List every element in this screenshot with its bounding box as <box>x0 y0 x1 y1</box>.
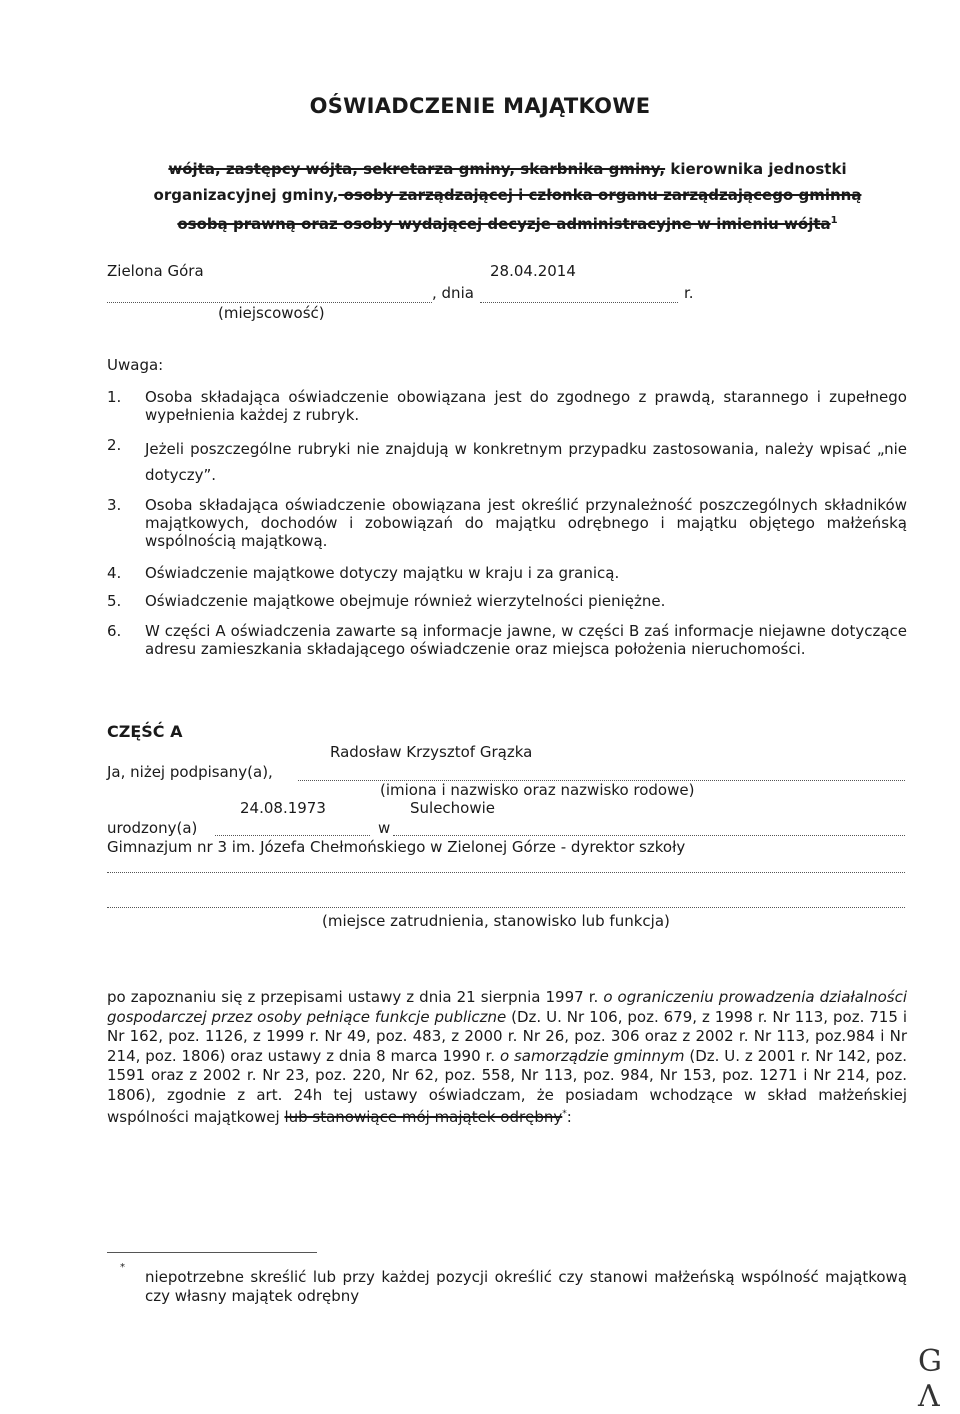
birth-place: Sulechowie <box>410 799 496 817</box>
place-dotted-line <box>107 302 432 303</box>
date-dotted-line <box>480 302 678 303</box>
footnote-rule <box>107 1252 317 1253</box>
item-1-num: 1. <box>107 388 122 406</box>
para-end: : <box>566 1108 572 1126</box>
birth-date: 24.08.1973 <box>240 799 326 817</box>
footnote-marker: * <box>120 1262 125 1273</box>
place-caption: (miejscowość) <box>218 304 325 322</box>
para-part-1: po zapoznaniu się z przepisami ustawy z dnia 21 sierpnia 1997 r. <box>107 988 604 1006</box>
item-6-text: W części A oświadczenia zawarte są informacje jawne, w części B zaś informacje niejawne dotyczące adresu zamieszkania składającego oświadczenie oraz miejsca położenia nieruchomości. <box>145 622 907 658</box>
para-italic-2: o samorządzie gminnym <box>499 1046 685 1065</box>
footnote-ref-1: 1 <box>830 215 838 226</box>
place-value: Zielona Góra <box>107 262 204 280</box>
employment-dotted-line-2 <box>107 907 905 908</box>
date-value: 28.04.2014 <box>490 262 576 280</box>
legal-basis-paragraph <box>107 988 907 1128</box>
employment-value: Gimnazjum nr 3 im. Józefa Chełmońskiego w Zielonej Górze - dyrektor szkoły <box>107 838 686 856</box>
header-kept-2: organizacyjnej gminy, <box>153 186 339 204</box>
item-6-num: 6. <box>107 622 122 640</box>
item-3-num: 3. <box>107 496 122 514</box>
employment-caption: (miejsce zatrudnienia, stanowisko lub funkcja) <box>322 912 670 930</box>
item-4-num: 4. <box>107 564 122 582</box>
item-4-text: Oświadczenie majątkowe dotyczy majątku w kraju i za granicą. <box>145 564 620 582</box>
header-struck-1: wójta, zastępcy wójta, sekretarza gminy, skarbnika gminy, <box>168 160 666 178</box>
footnote-ref-star: * <box>562 1109 567 1119</box>
item-2-text: Jeżeli poszczególne rubryki nie znajdują w konkretnym przypadku zastosowania, należy wpisać „nie dotyczy”. <box>145 440 907 484</box>
corner-handwritten-mark: G Λ <box>918 1344 945 1414</box>
para-italic-1: o ograniczeniu prowadzenia działalności gospodarczej przez osoby pełniące funkcje publiczne <box>107 988 907 1026</box>
item-5-num: 5. <box>107 592 122 610</box>
header-kept-1: kierownika jednostki <box>665 160 847 178</box>
para-part-2: (Dz. U. Nr 106, poz. 679, z 1998 r. Nr 113, poz. 715 i Nr 162, poz. 1126, z 1999 r. Nr 49, poz. 483, z 2000 r. Nr 26, poz. 306 oraz z 2002 r. Nr 113, poz.984 i Nr 214, poz. 1806) oraz ustawy z dnia 8 marca 1990 r. <box>107 1007 907 1065</box>
item-3-text: Osoba składająca oświadczenie obowiązana jest określić przynależność poszczególnych składników majątkowych, dochodów i zobowiązań do majątku odrębnego i majątku objętego małżeńską wspólnością majątkową. <box>145 496 907 550</box>
header-line-3 <box>105 210 910 235</box>
part-a-heading: CZĘŚĆ A <box>107 722 183 741</box>
footnote-text: niepotrzebne skreślić lub przy każdej pozycji określić czy stanowi małżeńską wspólność majątkową czy własny majątek odrębny <box>145 1268 907 1305</box>
dnia-label: , dnia <box>432 284 474 302</box>
header-line-1 <box>105 158 910 180</box>
header-struck-2: osoby zarządzającej i członka organu zarządzającego gminną <box>338 186 862 204</box>
birth-place-dotted-line <box>393 835 905 836</box>
ja-label: Ja, niżej podpisany(a), <box>107 763 273 781</box>
item-2-num: 2. <box>107 436 122 454</box>
document-title: OŚWIADCZENIE MAJĄTKOWE <box>309 94 651 118</box>
header-struck-3: osobą prawną oraz osoby wydającej decyzje administracyjne w imieniu wójta <box>177 215 831 233</box>
born-label: urodzony(a) <box>107 819 198 837</box>
item-1-text: Osoba składająca oświadczenie obowiązana jest do zgodnego z prawdą, starannego i zupełnego wypełnienia każdej z rubryk. <box>145 388 907 424</box>
para-part-3: (Dz. U. z 2001 r. Nr 142, poz. 1591 oraz z 2002 r. Nr 23, poz. 220, Nr 62, poz. 558, Nr 113, poz. 984, Nr 153, poz. 1271 i Nr 214, poz. 1806), zgodnie z art. 24h tej ustawy oświadczam, że posiadam wchodzące w skład małżeńskiej wspólności majątkowej <box>107 1046 907 1126</box>
para-struck: lub stanowiące mój majątek odrębny <box>284 1108 563 1126</box>
name-caption: (imiona i nazwisko oraz nazwisko rodowe) <box>380 781 695 799</box>
item-5-text: Oświadczenie majątkowe obejmuje również wierzytelności pieniężne. <box>145 592 666 610</box>
employment-dotted-line-1 <box>107 872 905 873</box>
r-label: r. <box>684 284 694 302</box>
uwaga-label: Uwaga: <box>107 356 164 374</box>
w-label: w <box>378 819 391 837</box>
header-line-2 <box>105 184 910 206</box>
birth-date-dotted-line <box>215 835 370 836</box>
name-value: Radosław Krzysztof Grązka <box>330 743 533 761</box>
